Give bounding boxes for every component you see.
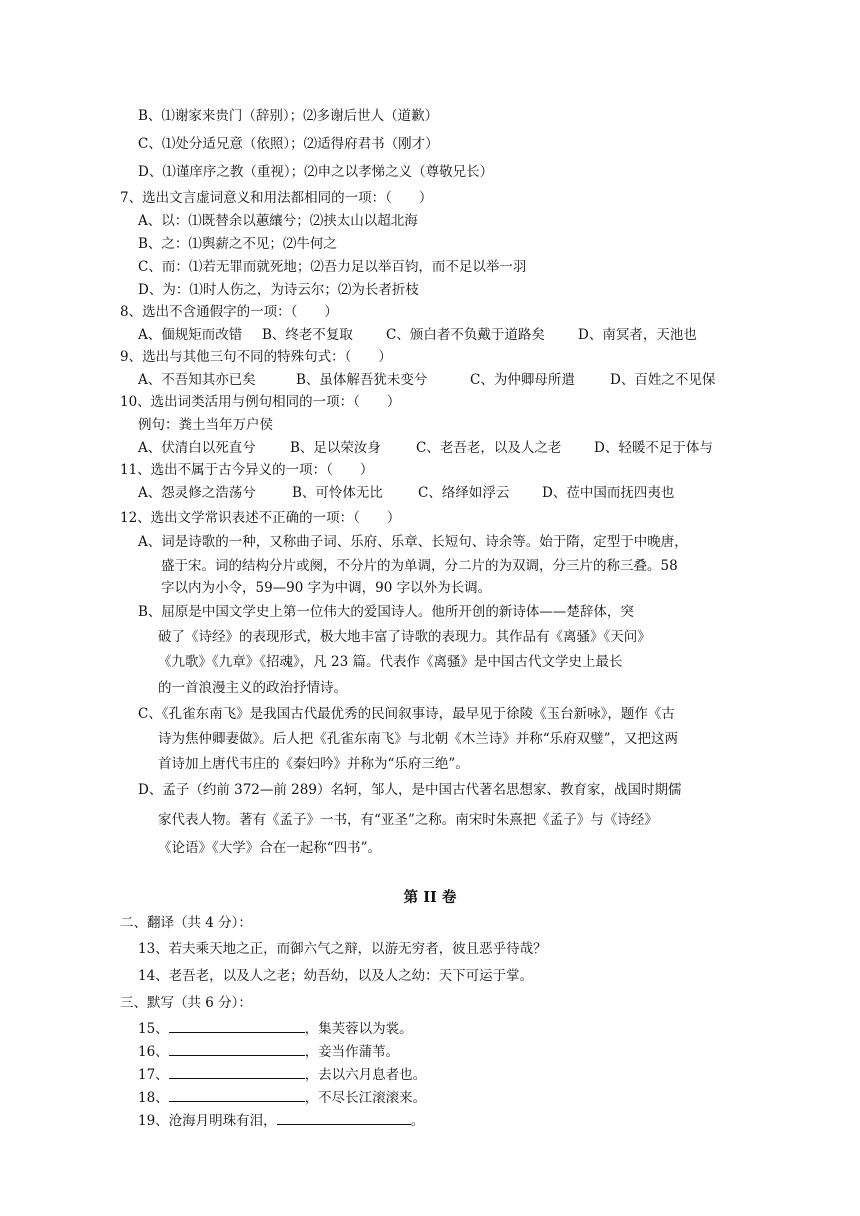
q16-number: 16、 bbox=[138, 1044, 169, 1060]
q16-blank[interactable] bbox=[169, 1041, 305, 1056]
q6-option-b: B、⑴谢家来贵门（辞别）；⑵多谢后世人（道歉） bbox=[138, 108, 439, 124]
q7-option-a: A、以：⑴既替余以蕙纕兮；⑵挟太山以超北海 bbox=[138, 213, 418, 229]
q17-number: 17、 bbox=[138, 1067, 169, 1083]
q11-stem: 11、选出不属于古今异义的一项：（ ） bbox=[120, 462, 374, 478]
q18-number: 18、 bbox=[138, 1090, 169, 1106]
q8-option-a: A、偭规矩而改错 bbox=[138, 327, 243, 343]
q17-text: ，去以六月息者也。 bbox=[304, 1067, 427, 1083]
q16-text: ，妾当作蒲苇。 bbox=[304, 1044, 400, 1060]
q10-example: 例句：粪土当年万户侯 bbox=[138, 417, 273, 433]
q12-option-a-line: A、词是诗歌的一种，又称曲子词、乐府、乐章、长短句、诗余等。始于隋，定型于中晚唐， bbox=[138, 534, 688, 550]
q6-option-c: C、⑴处分适兄意（依照）；⑵适得府君书（刚才） bbox=[138, 136, 439, 152]
q10-option-b: B、足以荣汝身 bbox=[290, 440, 381, 456]
q18 bbox=[138, 1087, 426, 1108]
q10-option-d: D、轻暖不足于体与 bbox=[594, 440, 713, 456]
q12-option-a-line: 盛于宋。词的结构分片或阕，不分片的为单调，分二片的为双调，分三片的称三叠。58 bbox=[161, 558, 678, 574]
q12-option-d-line: D、孟子（约前 372—前 289）名轲，邹人，是中国古代著名思想家、教育家，战国时期儒 bbox=[138, 782, 682, 798]
q9-stem: 9、选出与其他三句不同的特殊句式：（ ） bbox=[120, 349, 392, 365]
q11-options bbox=[138, 483, 674, 503]
q12-stem: 12、选出文学常识表述不正确的一项：（ ） bbox=[120, 510, 401, 526]
q7-stem: 7、选出文言虚词意义和用法都相同的一项：（ ） bbox=[120, 190, 433, 206]
q9-option-c: C、为仲卿母所遣 bbox=[470, 372, 575, 388]
q18-text: ，不尽长江滚滚来。 bbox=[304, 1090, 427, 1106]
q15-number: 15、 bbox=[138, 1021, 169, 1037]
q11-option-d: D、莅中国而抚四夷也 bbox=[542, 485, 675, 501]
q11-option-b: B、可怜体无比 bbox=[292, 485, 383, 501]
q17-blank[interactable] bbox=[169, 1064, 305, 1079]
q7-option-d: D、为：⑴时人伤之，为诗云尔；⑵为长者折枝 bbox=[138, 282, 419, 298]
q19-blank[interactable] bbox=[277, 1110, 411, 1125]
translate-heading: 二、翻译（共 4 分）： bbox=[120, 915, 252, 931]
q13-text: 13、若夫乘天地之正，而御六气之辩，以游无穷者，彼且恶乎待哉？ bbox=[138, 941, 547, 957]
q8-option-d: D、南冥者，天池也 bbox=[578, 327, 697, 343]
q10-option-c: C、老吾老，以及人之老 bbox=[416, 440, 562, 456]
q12-option-d-line: 家代表人物。著有《孟子》一书，有“亚圣”之称。南宋时朱熹把《孟子》与《诗经》 bbox=[158, 812, 658, 828]
q19 bbox=[138, 1110, 424, 1131]
q11-option-c: C、络绎如浮云 bbox=[418, 485, 510, 501]
q15 bbox=[138, 1018, 413, 1039]
q15-blank[interactable] bbox=[169, 1018, 305, 1033]
q10-options bbox=[138, 438, 713, 458]
q8-option-c: C、颁白者不负戴于道路矣 bbox=[386, 327, 545, 343]
q11-option-a: A、怨灵修之浩荡兮 bbox=[138, 485, 256, 501]
q14-text: 14、老吾老，以及人之老；幼吾幼，以及人之幼：天下可运于掌。 bbox=[138, 968, 534, 984]
q10-option-a: A、伏清白以死直兮 bbox=[138, 440, 256, 456]
q6-option-d: D、⑴谨庠序之教（重视）；⑵申之以孝悌之义（尊敬兄长） bbox=[138, 164, 494, 180]
q7-option-c: C、而：⑴若无罪而就死地；⑵吾力足以举百钧，而不足以举一羽 bbox=[138, 259, 527, 275]
q12-option-c-line: 首诗加上唐代韦庄的《秦妇吟》并称为“乐府三绝”。 bbox=[158, 756, 469, 772]
q19-end: 。 bbox=[410, 1113, 425, 1129]
q9-option-a: A、不吾知其亦已矣 bbox=[138, 372, 256, 388]
q12-option-c-line: C、《孔雀东南飞》是我国古代最优秀的民间叙事诗，最早见于徐陵《玉台新咏》，题作《古 bbox=[138, 706, 675, 722]
q12-option-b-line: B、屈原是中国文学史上第一位伟大的爱国诗人。他所开创的新诗体——楚辞体，突 bbox=[138, 604, 634, 620]
q12-option-b-line: 破了《诗经》的表现形式，极大地丰富了诗歌的表现力。其作品有《离骚》《天问》 bbox=[158, 629, 651, 645]
q9-option-d: D、百姓之不见保 bbox=[610, 372, 716, 388]
q12-option-d-line: 《论语》《大学》合在一起称“四书”。 bbox=[158, 840, 382, 856]
q7-option-b: B、之：⑴舆薪之不见；⑵牛何之 bbox=[138, 236, 337, 252]
q9-option-b: B、虽体解吾犹未变兮 bbox=[296, 372, 428, 388]
q12-option-c-line: 诗为焦仲卿妻做》。后人把《孔雀东南飞》与北朝《木兰诗》并称“乐府双璧”，又把这两 bbox=[158, 731, 679, 747]
q9-options bbox=[138, 370, 715, 390]
q12-option-b-line: 的一首浪漫主义的政治抒情诗。 bbox=[158, 680, 347, 696]
dictation-heading: 三、默写（共 6 分）： bbox=[120, 995, 252, 1011]
q8-options bbox=[138, 325, 697, 345]
q12-option-a-line: 字以内为小令，59—90 字为中调，90 字以外为长调。 bbox=[161, 580, 492, 596]
q19-text: 19、沧海月明珠有泪， bbox=[138, 1113, 277, 1129]
q10-stem: 10、选出词类活用与例句相同的一项：（ ） bbox=[120, 394, 401, 410]
q12-option-b-line: 《九歌》《九章》《招魂》，凡 23 篇。代表作《离骚》是中国古代文学史上最长 bbox=[158, 654, 623, 670]
q8-stem: 8、选出不含通假字的一项：（ ） bbox=[120, 304, 338, 320]
q8-option-b: B、终老不复取 bbox=[262, 327, 353, 343]
q17 bbox=[138, 1064, 426, 1085]
q16 bbox=[138, 1041, 399, 1062]
q15-text: ，集芙蓉以为裳。 bbox=[304, 1021, 413, 1037]
section-title: 第 II 卷 bbox=[403, 889, 457, 906]
q18-blank[interactable] bbox=[169, 1087, 305, 1102]
